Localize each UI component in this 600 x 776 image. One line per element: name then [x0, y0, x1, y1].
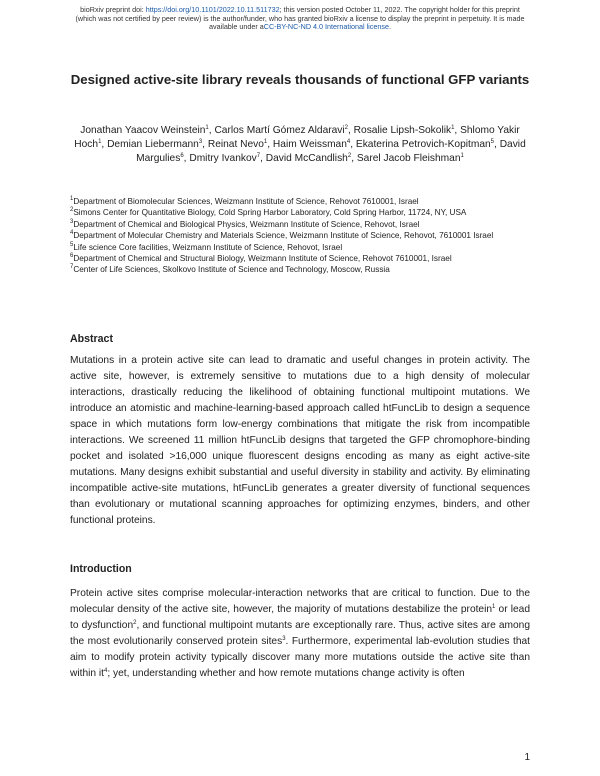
- author-name: [80, 125, 209, 136]
- author-affiliation-mark: 6: [180, 153, 184, 159]
- affiliation-mark: 4: [70, 230, 74, 237]
- citation-2[interactable]: 2: [133, 620, 137, 626]
- preprint-notice: [40, 6, 560, 32]
- citation-4[interactable]: 4: [103, 668, 108, 674]
- affiliation-text: Department of Chemical and Biological Physics, Weizmann Institute of Science, Rehovot, Israel: [73, 219, 420, 229]
- intro-seg-3: , and functional multipoint mutants are exceptionally rare. Thus, active sites are among the most evolutionarily conserved protein sites: [70, 620, 530, 647]
- affiliation-text: Center of Life Sciences, Skolkovo Institute of Science and Technology, Moscow, Russia: [73, 265, 390, 275]
- affiliation-text: Department of Chemical and Structural Biology, Weizmann Institute of Science, Rehovot 7610001, Israel: [73, 254, 452, 264]
- author-affiliation-mark: 1: [263, 139, 268, 145]
- author-name-text: Haim Weissman: [272, 139, 347, 150]
- affiliation: [70, 207, 530, 218]
- abstract-heading: Abstract: [70, 333, 113, 345]
- author-affiliation-mark: 1: [98, 139, 102, 145]
- author-affiliation-mark: 1: [451, 125, 455, 131]
- author-name: [107, 139, 202, 150]
- affiliation-text: Simons Center for Quantitative Biology, Cold Spring Harbor Laboratory, Cold Spring Harbor, 11724, NY, USA: [73, 208, 467, 218]
- author-name: [273, 139, 350, 150]
- license-suffix: .: [388, 22, 391, 32]
- author-affiliation-mark: 4: [346, 139, 351, 145]
- author-list: Jonathan Yaacov Weinstein$^1$, Carlos Martí Gómez Aldaravi$^2$, Rosalie Lipsh-Sokolik$^1$, Shlomo Yakir Hoch$^1$, Demian Liebermann$^3$, Reinat Nevo$^1$, Haim Weissman$^4$, Ekaterina Petrovich-Kopitman$^5$, David Margulies$^6$, Dmitry Ivankov$^7$, David McCandlish$^2$, Sarel Jacob Fleishman$^1$: [74, 125, 526, 164]
- paper-title: Designed active-site library reveals thousands of functional GFP variants: [70, 72, 530, 87]
- author-affiliation-mark: 3: [198, 139, 203, 145]
- citation-1[interactable]: 1: [492, 604, 496, 610]
- affiliation-mark: 7: [70, 264, 74, 271]
- affiliation: [70, 219, 530, 230]
- preprint-line-2: (which was not certified by peer review) is the author/funder, who has granted bioRxiv a license to display the preprint in perpetuity. It is made: [75, 13, 525, 23]
- author-name: [266, 153, 351, 164]
- affiliation: [70, 196, 530, 207]
- author-name: [354, 125, 455, 136]
- author-name: [189, 153, 260, 164]
- intro-seg-4: . Furthermore, experimental lab-evolution studies that aim to modify protein activity typically discover many more mutations outside the active site than within it: [70, 636, 530, 679]
- author-name-text: Jonathan Yaacov Weinstein: [80, 125, 206, 136]
- author-affiliation-mark: 1: [460, 153, 464, 159]
- author-affiliation-mark: 1: [205, 125, 209, 131]
- preprint-doi-prefix: bioRxiv preprint doi:: [80, 5, 146, 14]
- affiliation: [70, 253, 530, 264]
- affiliation: [70, 264, 530, 275]
- author-affiliation-mark: 2: [344, 125, 348, 131]
- author-affiliation-mark: 5: [490, 139, 495, 145]
- introduction-text: [70, 586, 530, 682]
- author-name-text: Shlomo Yakir Hoch: [74, 125, 520, 150]
- intro-seg-5: ; yet, understanding whether and how remote mutations change activity is often: [107, 668, 465, 679]
- affiliation-text: Life science Core facilities, Weizmann Institute of Science, Rehovot, Israel: [73, 242, 343, 252]
- affiliation-text: Department of Molecular Chemistry and Materials Science, Weizmann Institute of Science, Rehovot, 7610001 Israel: [73, 231, 494, 241]
- author-name-text: Rosalie Lipsh-Sokolik: [353, 125, 452, 136]
- affiliation-mark: 2: [70, 207, 74, 214]
- affiliation-list: [70, 196, 530, 276]
- author-name: [357, 153, 464, 164]
- introduction-heading: Introduction: [70, 563, 132, 575]
- author-affiliation-mark: 7: [256, 153, 261, 159]
- author-name: [356, 139, 494, 150]
- affiliation-mark: 6: [70, 253, 74, 260]
- author-name-text: David Margulies: [136, 139, 526, 164]
- affiliation-mark: 3: [70, 218, 74, 225]
- author-name-text: Dmitry Ivankov: [189, 153, 257, 164]
- page-number: 1: [524, 752, 530, 763]
- intro-seg-1: Protein active sites comprise molecular-interaction networks that are critical to function. Due to the molecular density of the active site, however, the majority of mutations destabilize the protein: [70, 588, 530, 615]
- license-link[interactable]: CC-BY-NC-ND 4.0 International license: [263, 22, 389, 32]
- affiliation-mark: 1: [70, 196, 74, 202]
- preprint-line-3: [40, 23, 560, 32]
- citation-3[interactable]: 3: [282, 636, 286, 642]
- intro-seg-2: or lead to dysfunction: [70, 604, 530, 631]
- author-name: [208, 139, 267, 150]
- author-affiliation-mark: 2: [347, 153, 352, 159]
- affiliation: [70, 230, 530, 241]
- doi-link[interactable]: https://doi.org/10.1101/2022.10.11.511732: [145, 5, 280, 14]
- author-name-text: David McCandlish: [265, 153, 348, 164]
- author-name-text: Sarel Jacob Fleishman: [356, 153, 461, 164]
- author-name-text: Demian Liebermann: [107, 139, 199, 150]
- author-name: [214, 125, 348, 136]
- affiliation-mark: 5: [70, 241, 74, 248]
- preprint-line1-suffix: ; this version posted October 11, 2022. The copyright holder for this preprint: [279, 5, 520, 14]
- author-name-text: Carlos Martí Gómez Aldaravi: [214, 125, 345, 136]
- license-prefix: available under a: [209, 22, 264, 32]
- affiliation: [70, 242, 530, 253]
- abstract-text: Mutations in a protein active site can lead to dramatic and useful changes in protein activity. The active site, however, is extremely sensitive to mutations due to a high density of molecular interactions, drastically reducing the likelihood of obtaining functional multipoint mutations. We introduce an atomistic and machine-learning-based approach called htFuncLib to design a sequence space in which mutations form low-energy combinations that mitigate the risk from incompatible interactions. We screened 11 million htFuncLib designs that targeted the GFP chromophore-binding pocket and isolated >16,000 unique fluorescent designs encoding as many as eight active-site mutations. Many designs exhibit substantial and useful diversity in stability and activity. By eliminating incompatible active-site mutations, htFuncLib generates a greater diversity of functional sequences than evolutionary or mutational scanning approaches for optimizing enzymes, binders, and other functional proteins.: [70, 355, 530, 526]
- author-name-text: Ekaterina Petrovich-Kopitman: [355, 139, 491, 150]
- affiliation-text: Department of Biomolecular Sciences, Weizmann Institute of Science, Rehovot 7610001, Israel: [73, 197, 419, 206]
- author-name-text: Reinat Nevo: [207, 139, 264, 150]
